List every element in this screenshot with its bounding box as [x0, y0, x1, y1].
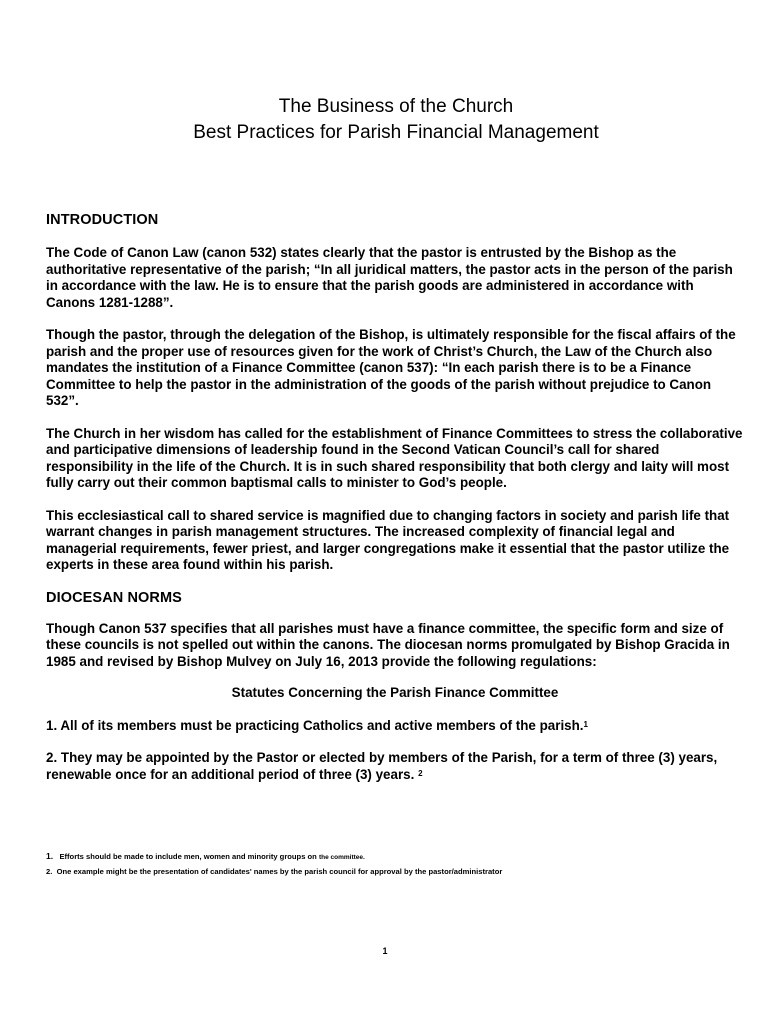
intro-paragraph-1: The Code of Canon Law (canon 532) states clearly that the pastor is entrusted by the Bishop as the authoritative representative of the parish; “In all juridical matters, the pastor acts in the person of the parish in accordance with the law. He is to ensure that the parish goods are administered in accordance with Canons 1281-1288”.: [46, 245, 733, 310]
footnote-ref-1: 1: [583, 719, 588, 729]
diocesan-norms-heading: DIOCESAN NORMS: [46, 589, 182, 606]
footnote-2: [46, 866, 744, 878]
page-number: 1: [382, 946, 388, 956]
title-line-2: Best Practices for Parish Financial Management: [193, 122, 599, 143]
statute-1-text: 1. All of its members must be practicing Catholics and active members of the parish.: [46, 717, 584, 733]
intro-paragraph-3: The Church in her wisdom has called for the establishment of Finance Committees to stress the collaborative and participative dimensions of leadership found in the Second Vatican Council’s call for shared responsibility in the life of the Church. It is in such shared responsibility that both clergy and laity will most fully carry out their common baptismal calls to minister to God’s people.: [46, 425, 743, 490]
footnote-2-text: One example might be the presentation of candidates' names by the parish council for approval by the pastor/administrator: [56, 867, 503, 876]
footnote-1-text: Efforts should be made to include men, women and minority groups on: [59, 852, 317, 861]
footnotes: [46, 850, 744, 878]
statutes-title: Statutes Concerning the Parish Finance Committee: [231, 685, 559, 700]
footnote-1-tail: the committee.: [318, 854, 365, 861]
norms-paragraph: Though Canon 537 specifies that all parishes must have a finance committee, the specific form and size of these councils is not spelled out within the canons. The diocesan norms promulgated by Bishop Gracida in 1985 and revised by Bishop Mulvey on July 16, 2013 provide the following regulations:: [46, 620, 730, 669]
intro-paragraph-4: This ecclesiastical call to shared service is magnified due to changing factors in society and parish life that warrant changes in parish management structures. The increased complexity of financial legal and managerial requirements, fewer priest, and larger congregations make it essential that the pastor utilize the experts in these area found within his parish.: [46, 507, 730, 572]
document-title: [48, 94, 744, 146]
statute-2: [46, 750, 744, 783]
title-line-1: The Business of the Church: [278, 96, 514, 117]
footnote-1: [46, 850, 744, 864]
footnote-1-number: 1.: [46, 851, 54, 861]
statute-2-text: 2. They may be appointed by the Pastor or elected by members of the Parish, for a term of three (3) years, renewable once for an additional period of three (3) years.: [46, 750, 718, 782]
introduction-heading: INTRODUCTION: [46, 212, 159, 228]
footnote-2-number: 2.: [46, 867, 53, 876]
intro-paragraph-2: Though the pastor, through the delegation of the Bishop, is ultimately responsible for the fiscal affairs of the parish and the proper use of resources given for the work of Christ’s Church, the Law of the Church also mandates the institution of a Finance Committee (canon 537): “In each parish there is to be a Finance Committee to help the pastor in the administration of the goods of the parish without prejudice to Canon 532”.: [46, 327, 736, 408]
statute-1: [46, 718, 744, 735]
footnote-ref-2: 2: [418, 768, 423, 778]
document-page: [46, 94, 744, 878]
